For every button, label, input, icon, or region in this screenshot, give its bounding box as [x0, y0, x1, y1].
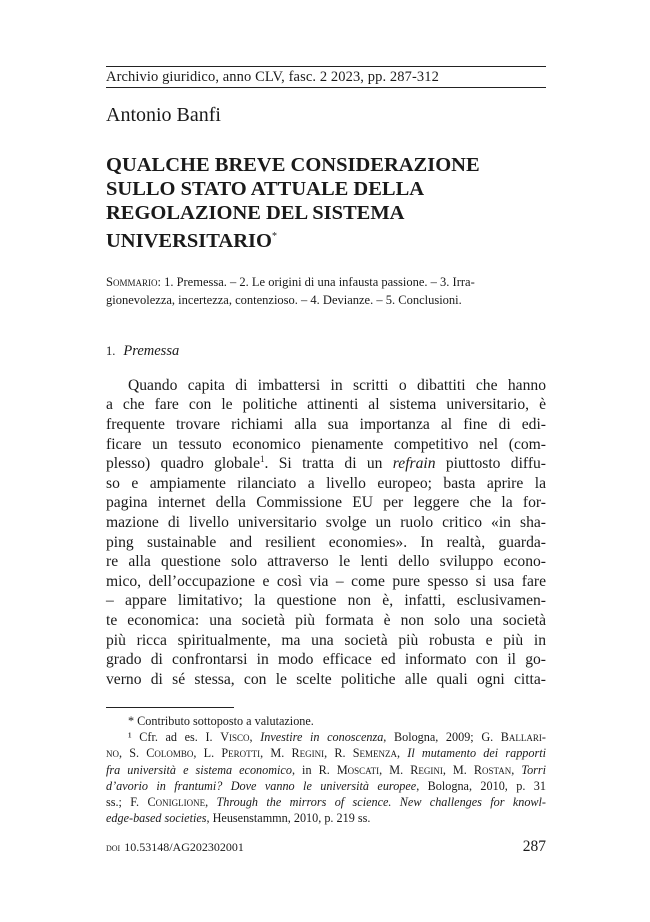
fn-text: , L.	[193, 746, 222, 761]
fn-text: , S.	[119, 746, 147, 761]
article-title	[106, 153, 546, 253]
doi-link[interactable]: 10.53148/AG202302001	[124, 840, 244, 854]
footnote-line	[106, 729, 546, 745]
summary-line: gionevolezza, incertezza, contenzioso. – 4. Devianze. – 5. Conclusioni.	[106, 292, 462, 307]
title-last-word: UNIVERSITARIO	[106, 229, 272, 252]
doi-prefix: doi	[106, 840, 121, 854]
body-line: a che fare con le politiche attinenti al sistema universitario, è	[106, 396, 546, 414]
body-line: ping sustainable and resilient economies». In realtà, guarda-	[106, 533, 546, 551]
fn-work-title: edge-based societies	[106, 811, 207, 826]
fn-text: , M.	[442, 762, 474, 777]
fn-text: ,	[397, 746, 408, 761]
footnote-line	[106, 794, 546, 810]
fn-author: Coniglione	[147, 795, 206, 810]
fn-author: Ballari-	[500, 730, 546, 745]
author-name: Antonio Banfi	[106, 104, 221, 126]
fn-work-title: Investire in conoscenza	[260, 730, 384, 745]
summary	[106, 273, 546, 309]
fn-text: ,	[205, 795, 217, 810]
footnote-line	[106, 745, 546, 761]
fn-text: , R.	[324, 746, 353, 761]
fn-author: Regini	[291, 746, 325, 761]
fn-text: ¹ Cfr. ad es. I.	[128, 730, 221, 745]
body-line: mazione di livello universitario svolge un ruolo critico «in sha-	[106, 513, 546, 531]
fn-work-title: Torri	[521, 762, 547, 777]
body-line: pagina internet della Commissione EU per leggere che la for-	[106, 494, 546, 512]
fn-text: , M.	[260, 746, 292, 761]
fn-text: ,	[249, 730, 261, 745]
title-line: QUALCHE BREVE CONSIDERAZIONE	[106, 154, 480, 176]
header-bottom-rule	[106, 87, 546, 88]
fn-work-title: d’avorio in frantumi? Dove vanno le università europee	[106, 778, 417, 793]
body-line: Quando capita di imbattersi in scritti o dibattiti che hanno	[128, 376, 546, 394]
fn-work-title: fra università e sistema economico	[106, 762, 292, 777]
section-number: 1.	[106, 343, 116, 358]
footnotes	[106, 713, 546, 826]
body-line: più ricca spiritualmente, ma una società più robusta e più in	[106, 631, 546, 649]
body-line: verno di sé stessa, con le scelte politiche alle quali ogni citta-	[106, 670, 546, 688]
fn-text: , in R.	[291, 762, 337, 777]
fn-author: Regini	[410, 762, 443, 777]
section-name: Premessa	[123, 342, 180, 359]
page-number: 287	[522, 838, 546, 855]
body-line: ficare un tessuto economico pienamente competitivo nel (com-	[106, 435, 546, 453]
body-italic: refrain	[392, 455, 436, 473]
body-text: piuttosto diffu-	[435, 455, 546, 473]
summary-line	[106, 273, 546, 291]
body-line: te economica: una società più formata è non solo una società	[106, 611, 546, 629]
body-line: grado di confrontarsi in modo efficace ed informato con il go-	[106, 651, 546, 669]
title-line: REGOLAZIONE DEL SISTEMA	[106, 202, 405, 224]
fn-work-title: Il mutamento dei rapporti	[407, 746, 546, 761]
footnote-line	[106, 762, 546, 778]
fn-author: Rostan	[473, 762, 512, 777]
footnote-line	[106, 778, 546, 794]
body-line: – appare limitativo; la questione non è, infatti, esclusivamen-	[106, 592, 546, 610]
fn-author: no	[106, 746, 119, 761]
doi-line	[106, 840, 244, 855]
fn-text: ss.; F.	[106, 795, 148, 810]
fn-author: Perotti	[221, 746, 261, 761]
fn-text: , Bologna, 2010, p. 31	[416, 778, 546, 793]
fn-work-title: Through the mirrors of science. New challenges for knowl-	[216, 795, 546, 810]
body-line: mico, dell’occupazione e così via – come pure spesso si usa fare	[106, 572, 546, 590]
title-line	[106, 225, 546, 253]
footnote-ref[interactable]: 1	[260, 454, 265, 465]
fn-text: ,	[511, 762, 522, 777]
body-line: re alla questione solo attraverso le lenti dello sviluppo econo-	[106, 553, 546, 571]
fn-text: , Heusenstammn, 2010, p. 219 ss.	[206, 811, 371, 826]
body-paragraph	[106, 376, 546, 690]
body-text: . Si tratta di un	[264, 455, 393, 473]
summary-label: Sommario	[106, 274, 158, 289]
title-footnote-mark[interactable]: *	[271, 231, 277, 242]
page-footer	[106, 838, 546, 856]
body-line: frequente trovare richiami alla sua importanza al fine di edi-	[106, 416, 546, 434]
summary-text: : 1. Premessa. – 2. Le origini di una infausta passione. – 3. Irra-	[157, 274, 475, 289]
body-text: plesso) quadro globale	[106, 455, 261, 473]
footnote-separator	[106, 707, 234, 708]
fn-author: Colombo	[146, 746, 194, 761]
journal-citation: Archivio giuridico, anno CLV, fasc. 2 2023, pp. 287-312	[106, 69, 439, 85]
footnote-star: * Contributo sottoposto a valutazione.	[128, 714, 314, 728]
title-line: SULLO STATO ATTUALE DELLA	[106, 178, 425, 200]
body-line: so e ampiamente rilanciato a livello europeo; basta aprire la	[106, 474, 546, 492]
footnote-line	[106, 810, 546, 826]
fn-author: Semenza	[352, 746, 398, 761]
fn-text: , Bologna, 2009; G.	[383, 730, 501, 745]
fn-author: Visco	[220, 730, 250, 745]
fn-author: Moscati	[336, 762, 380, 777]
page-content	[106, 66, 546, 689]
body-line	[106, 454, 546, 474]
section-heading	[106, 343, 546, 360]
fn-text: , M.	[379, 762, 411, 777]
